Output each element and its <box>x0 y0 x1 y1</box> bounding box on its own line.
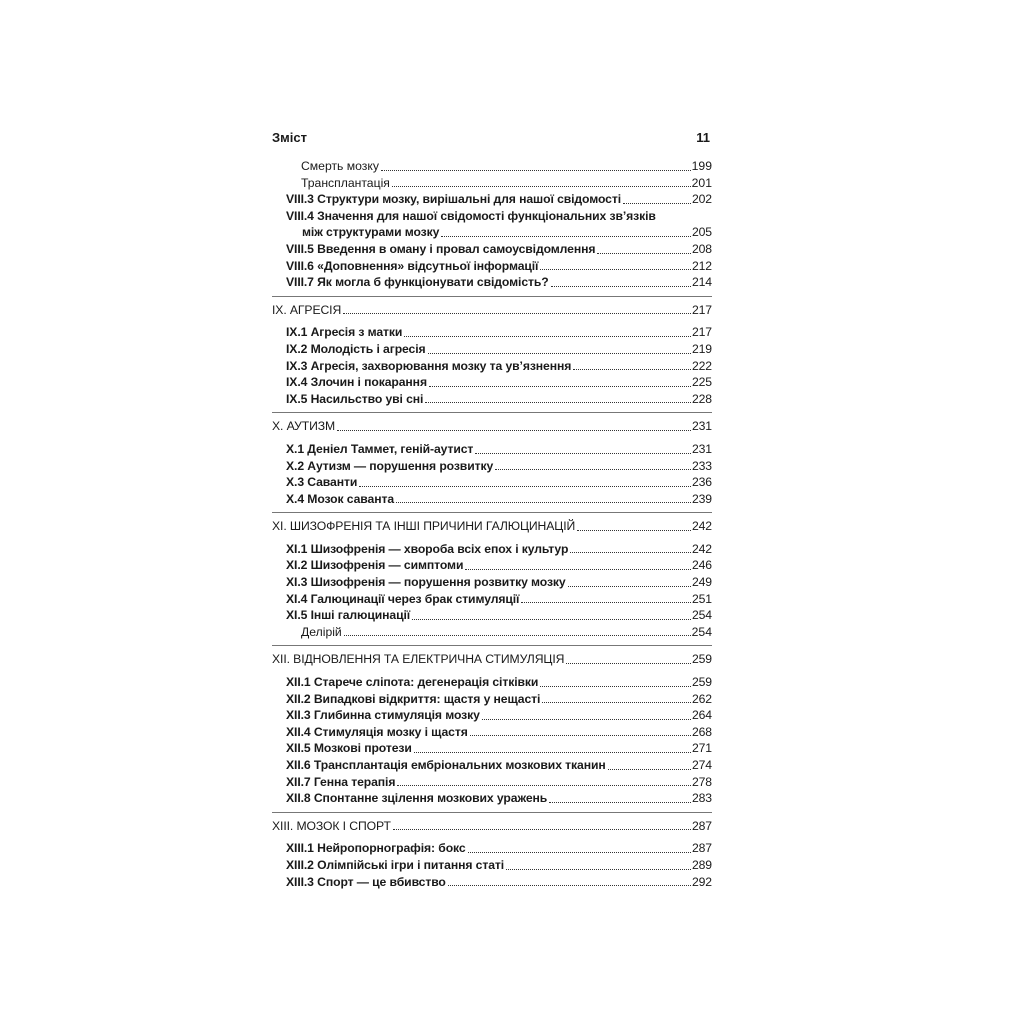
dot-leader <box>570 552 691 553</box>
toc-page <box>272 130 712 890</box>
dot-leader <box>344 635 691 636</box>
toc-entry-title: XIII.3 Спорт — це вбивство <box>286 874 446 889</box>
toc-section <box>272 158 712 291</box>
dot-leader <box>428 353 691 354</box>
chapter-heading-title: IX. АГРЕСІЯ <box>272 302 342 317</box>
section-divider <box>272 645 712 646</box>
toc-entry-title: VIII.6 «Доповнення» відсутньої інформації <box>286 258 539 273</box>
toc-entry <box>272 707 712 724</box>
toc-entry-page: 259 <box>691 675 712 690</box>
dot-leader <box>597 253 691 254</box>
toc-entry-page: 249 <box>691 575 712 590</box>
dot-leader <box>448 885 691 886</box>
dot-leader <box>337 430 691 431</box>
toc-entry-continuation <box>286 224 712 241</box>
toc-entry-page: 278 <box>691 774 712 789</box>
toc-entry <box>272 241 712 258</box>
toc-entry-title: X.2 Аутизм — порушення розвитку <box>286 458 494 473</box>
dot-leader <box>343 313 691 314</box>
toc-entry-title: VIII.3 Структури мозку, вирішальні для нашої свідомості <box>286 192 622 207</box>
toc-entry-page: 264 <box>691 708 712 723</box>
toc-section <box>272 651 712 806</box>
dot-leader <box>470 735 691 736</box>
toc-entry <box>272 391 712 408</box>
chapter-heading-page: 242 <box>691 519 712 534</box>
toc-entry-title: XII.6 Трансплантація ембріональних мозкових тканин <box>286 758 606 772</box>
toc-entry-title: IX.1 Агресія з матки <box>286 325 403 340</box>
toc-subentry <box>272 158 712 175</box>
dot-leader <box>608 769 691 770</box>
dot-leader <box>425 402 691 403</box>
chapter-heading <box>272 818 712 835</box>
chapter-heading <box>272 418 712 435</box>
chapter-heading-title: XIII. МОЗОК І СПОРТ <box>272 818 391 833</box>
section-divider <box>272 412 712 413</box>
chapter-heading <box>272 651 712 668</box>
toc-entry-page: 289 <box>691 857 712 872</box>
toc-entry <box>272 474 712 491</box>
toc-entry-page: 246 <box>691 558 712 573</box>
toc-entry <box>272 874 712 891</box>
toc-entry-page: 205 <box>691 225 712 240</box>
toc-entry-page: 271 <box>691 741 712 756</box>
toc-entry <box>272 324 712 341</box>
toc-entry-title: XI.2 Шизофренія — симптоми <box>286 558 464 573</box>
toc-entry-page: 231 <box>691 441 712 456</box>
toc-entry <box>272 790 712 807</box>
dot-leader <box>540 269 691 270</box>
toc-entry <box>272 274 712 291</box>
toc-entry-title: XIII.1 Нейропорнографія: бокс <box>286 841 466 856</box>
dot-leader <box>577 530 691 531</box>
dot-leader <box>359 486 691 487</box>
dot-leader <box>381 170 691 171</box>
dot-leader <box>441 236 691 237</box>
toc-section <box>272 302 712 408</box>
toc-entry-title: IX.2 Молодість і агресія <box>286 341 426 356</box>
toc-entry-title: XIII.2 Олімпійські ігри і питання статі <box>286 857 505 872</box>
dot-leader <box>542 702 691 703</box>
toc-entry <box>272 441 712 458</box>
toc-entry <box>272 757 712 774</box>
page-title: Зміст <box>272 130 307 145</box>
toc-entry-title: IX.3 Агресія, захворювання мозку та ув’язнення <box>286 358 572 373</box>
section-divider <box>272 512 712 513</box>
toc-entry <box>272 358 712 375</box>
toc-entry <box>272 607 712 624</box>
running-head <box>272 130 712 150</box>
toc-entry-title: XI.3 Шизофренія — порушення розвитку мозку <box>286 575 566 590</box>
dot-leader <box>393 829 691 830</box>
toc-entry-title: IX.5 Насильство уві сні <box>286 391 424 406</box>
toc-entry-title: XII.5 Мозкові протези <box>286 741 412 756</box>
toc-entry <box>272 857 712 874</box>
dot-leader <box>404 336 691 337</box>
toc-subentry <box>272 624 712 641</box>
toc-entry-page: 208 <box>691 241 712 256</box>
toc-entry-title: VIII.7 Як могла б функціонувати свідомість? <box>286 275 549 290</box>
dot-leader <box>414 752 691 753</box>
toc-entry-page: 222 <box>691 358 712 373</box>
chapter-heading-page: 259 <box>691 652 712 667</box>
toc-entry-title: X.1 Деніел Таммет, геній-аутист <box>286 441 474 456</box>
dot-leader <box>566 663 691 664</box>
toc-subentry <box>272 175 712 192</box>
dot-leader <box>521 602 691 603</box>
dot-leader <box>506 869 691 870</box>
toc-entry-title: XI.5 Інші галюцинації <box>286 608 411 623</box>
dot-leader <box>495 469 691 470</box>
toc-section <box>272 418 712 507</box>
toc-entry-page: 254 <box>691 608 712 623</box>
toc-entry <box>272 674 712 691</box>
toc-entry <box>272 191 712 208</box>
chapter-heading <box>272 518 712 535</box>
toc-subentry-title: Смерть мозку <box>301 159 379 173</box>
toc-section <box>272 518 712 640</box>
toc-entry <box>272 341 712 358</box>
section-divider <box>272 812 712 813</box>
dot-leader <box>396 502 691 503</box>
toc-entry-page: 287 <box>691 841 712 856</box>
toc-entry <box>272 591 712 608</box>
toc-entry-page: 212 <box>691 258 712 273</box>
toc-entry-multiline <box>272 208 712 241</box>
toc-entry-page: 219 <box>691 341 712 356</box>
table-of-contents <box>272 158 712 890</box>
chapter-heading-page: 287 <box>691 818 712 833</box>
toc-entry-title: XI.4 Галюцинації через брак стимуляції <box>286 591 520 606</box>
dot-leader <box>412 619 691 620</box>
dot-leader <box>540 686 691 687</box>
toc-entry <box>272 574 712 591</box>
dot-leader <box>623 203 691 204</box>
dot-leader <box>468 852 691 853</box>
toc-subentry-page: 254 <box>691 624 712 639</box>
toc-entry-page: 262 <box>691 691 712 706</box>
toc-entry-title: XII.3 Глибинна стимуляція мозку <box>286 708 480 723</box>
toc-section <box>272 818 712 890</box>
toc-entry <box>272 557 712 574</box>
chapter-heading-title: X. АУТИЗМ <box>272 419 336 434</box>
dot-leader <box>429 386 691 387</box>
toc-entry <box>272 724 712 741</box>
toc-entry-title: XII.8 Спонтанне зцілення мозкових уражень <box>286 791 548 806</box>
toc-entry-title: XI.1 Шизофренія — хвороба всіх епох і культур <box>286 541 569 556</box>
toc-entry-page: 283 <box>691 791 712 806</box>
toc-entry-page: 214 <box>691 275 712 290</box>
toc-entry <box>272 374 712 391</box>
toc-entry-page: 217 <box>691 325 712 340</box>
chapter-heading-page: 231 <box>691 419 712 434</box>
toc-entry-title: X.4 Мозок саванта <box>286 491 395 506</box>
toc-entry-page: 242 <box>691 541 712 556</box>
chapter-heading <box>272 302 712 319</box>
chapter-heading-title: XII. ВІДНОВЛЕННЯ ТА ЕЛЕКТРИЧНА СТИМУЛЯЦІЯ <box>272 652 565 667</box>
toc-entry-title: XII.7 Генна терапія <box>286 774 396 789</box>
chapter-heading-page: 217 <box>691 302 712 317</box>
toc-entry <box>272 774 712 791</box>
dot-leader <box>465 569 691 570</box>
dot-leader <box>551 286 691 287</box>
toc-entry-page: 274 <box>691 758 712 772</box>
toc-entry <box>272 691 712 708</box>
toc-entry-page: 202 <box>691 192 712 207</box>
toc-entry-title: VIII.5 Введення в оману і провал самоусвідомлення <box>286 241 596 256</box>
toc-entry-page: 228 <box>691 391 712 406</box>
toc-entry-page: 251 <box>691 591 712 606</box>
toc-subentry-title: Делірій <box>301 624 342 639</box>
toc-entry-title-cont: між структурами мозку <box>302 225 440 240</box>
toc-entry-page: 225 <box>691 375 712 390</box>
dot-leader <box>392 186 691 187</box>
toc-subentry-page: 201 <box>691 175 712 190</box>
toc-entry <box>272 458 712 475</box>
toc-entry-title: IX.4 Злочин і покарання <box>286 375 427 390</box>
toc-entry <box>272 740 712 757</box>
section-divider <box>272 296 712 297</box>
dot-leader <box>573 369 691 370</box>
toc-entry-title: VIII.4 Значення для нашої свідомості функціональних зв’язків <box>286 208 656 223</box>
toc-entry-title: XII.2 Випадкові відкриття: щастя у нещасті <box>286 691 541 706</box>
toc-entry-title: XII.4 Стимуляція мозку і щастя <box>286 724 468 739</box>
dot-leader <box>475 453 691 454</box>
dot-leader <box>482 719 691 720</box>
toc-subentry-title: Трансплантація <box>301 175 390 190</box>
dot-leader <box>397 785 691 786</box>
toc-entry <box>272 258 712 275</box>
toc-subentry-page: 199 <box>691 159 712 173</box>
toc-entry-title: X.3 Саванти <box>286 475 358 490</box>
toc-entry-page: 292 <box>691 874 712 889</box>
toc-entry-page: 236 <box>691 475 712 490</box>
toc-entry-page: 268 <box>691 724 712 739</box>
toc-entry-page: 233 <box>691 458 712 473</box>
toc-entry <box>272 840 712 857</box>
dot-leader <box>568 586 691 587</box>
toc-entry <box>272 541 712 558</box>
page-number: 11 <box>696 130 710 145</box>
toc-entry-page: 239 <box>691 491 712 506</box>
toc-entry-title: XII.1 Старече сліпота: дегенерація сітківки <box>286 675 539 690</box>
dot-leader <box>549 802 691 803</box>
toc-entry <box>272 491 712 508</box>
chapter-heading-title: XI. ШИЗОФРЕНІЯ ТА ІНШІ ПРИЧИНИ ГАЛЮЦИНАЦІЙ <box>272 519 576 534</box>
